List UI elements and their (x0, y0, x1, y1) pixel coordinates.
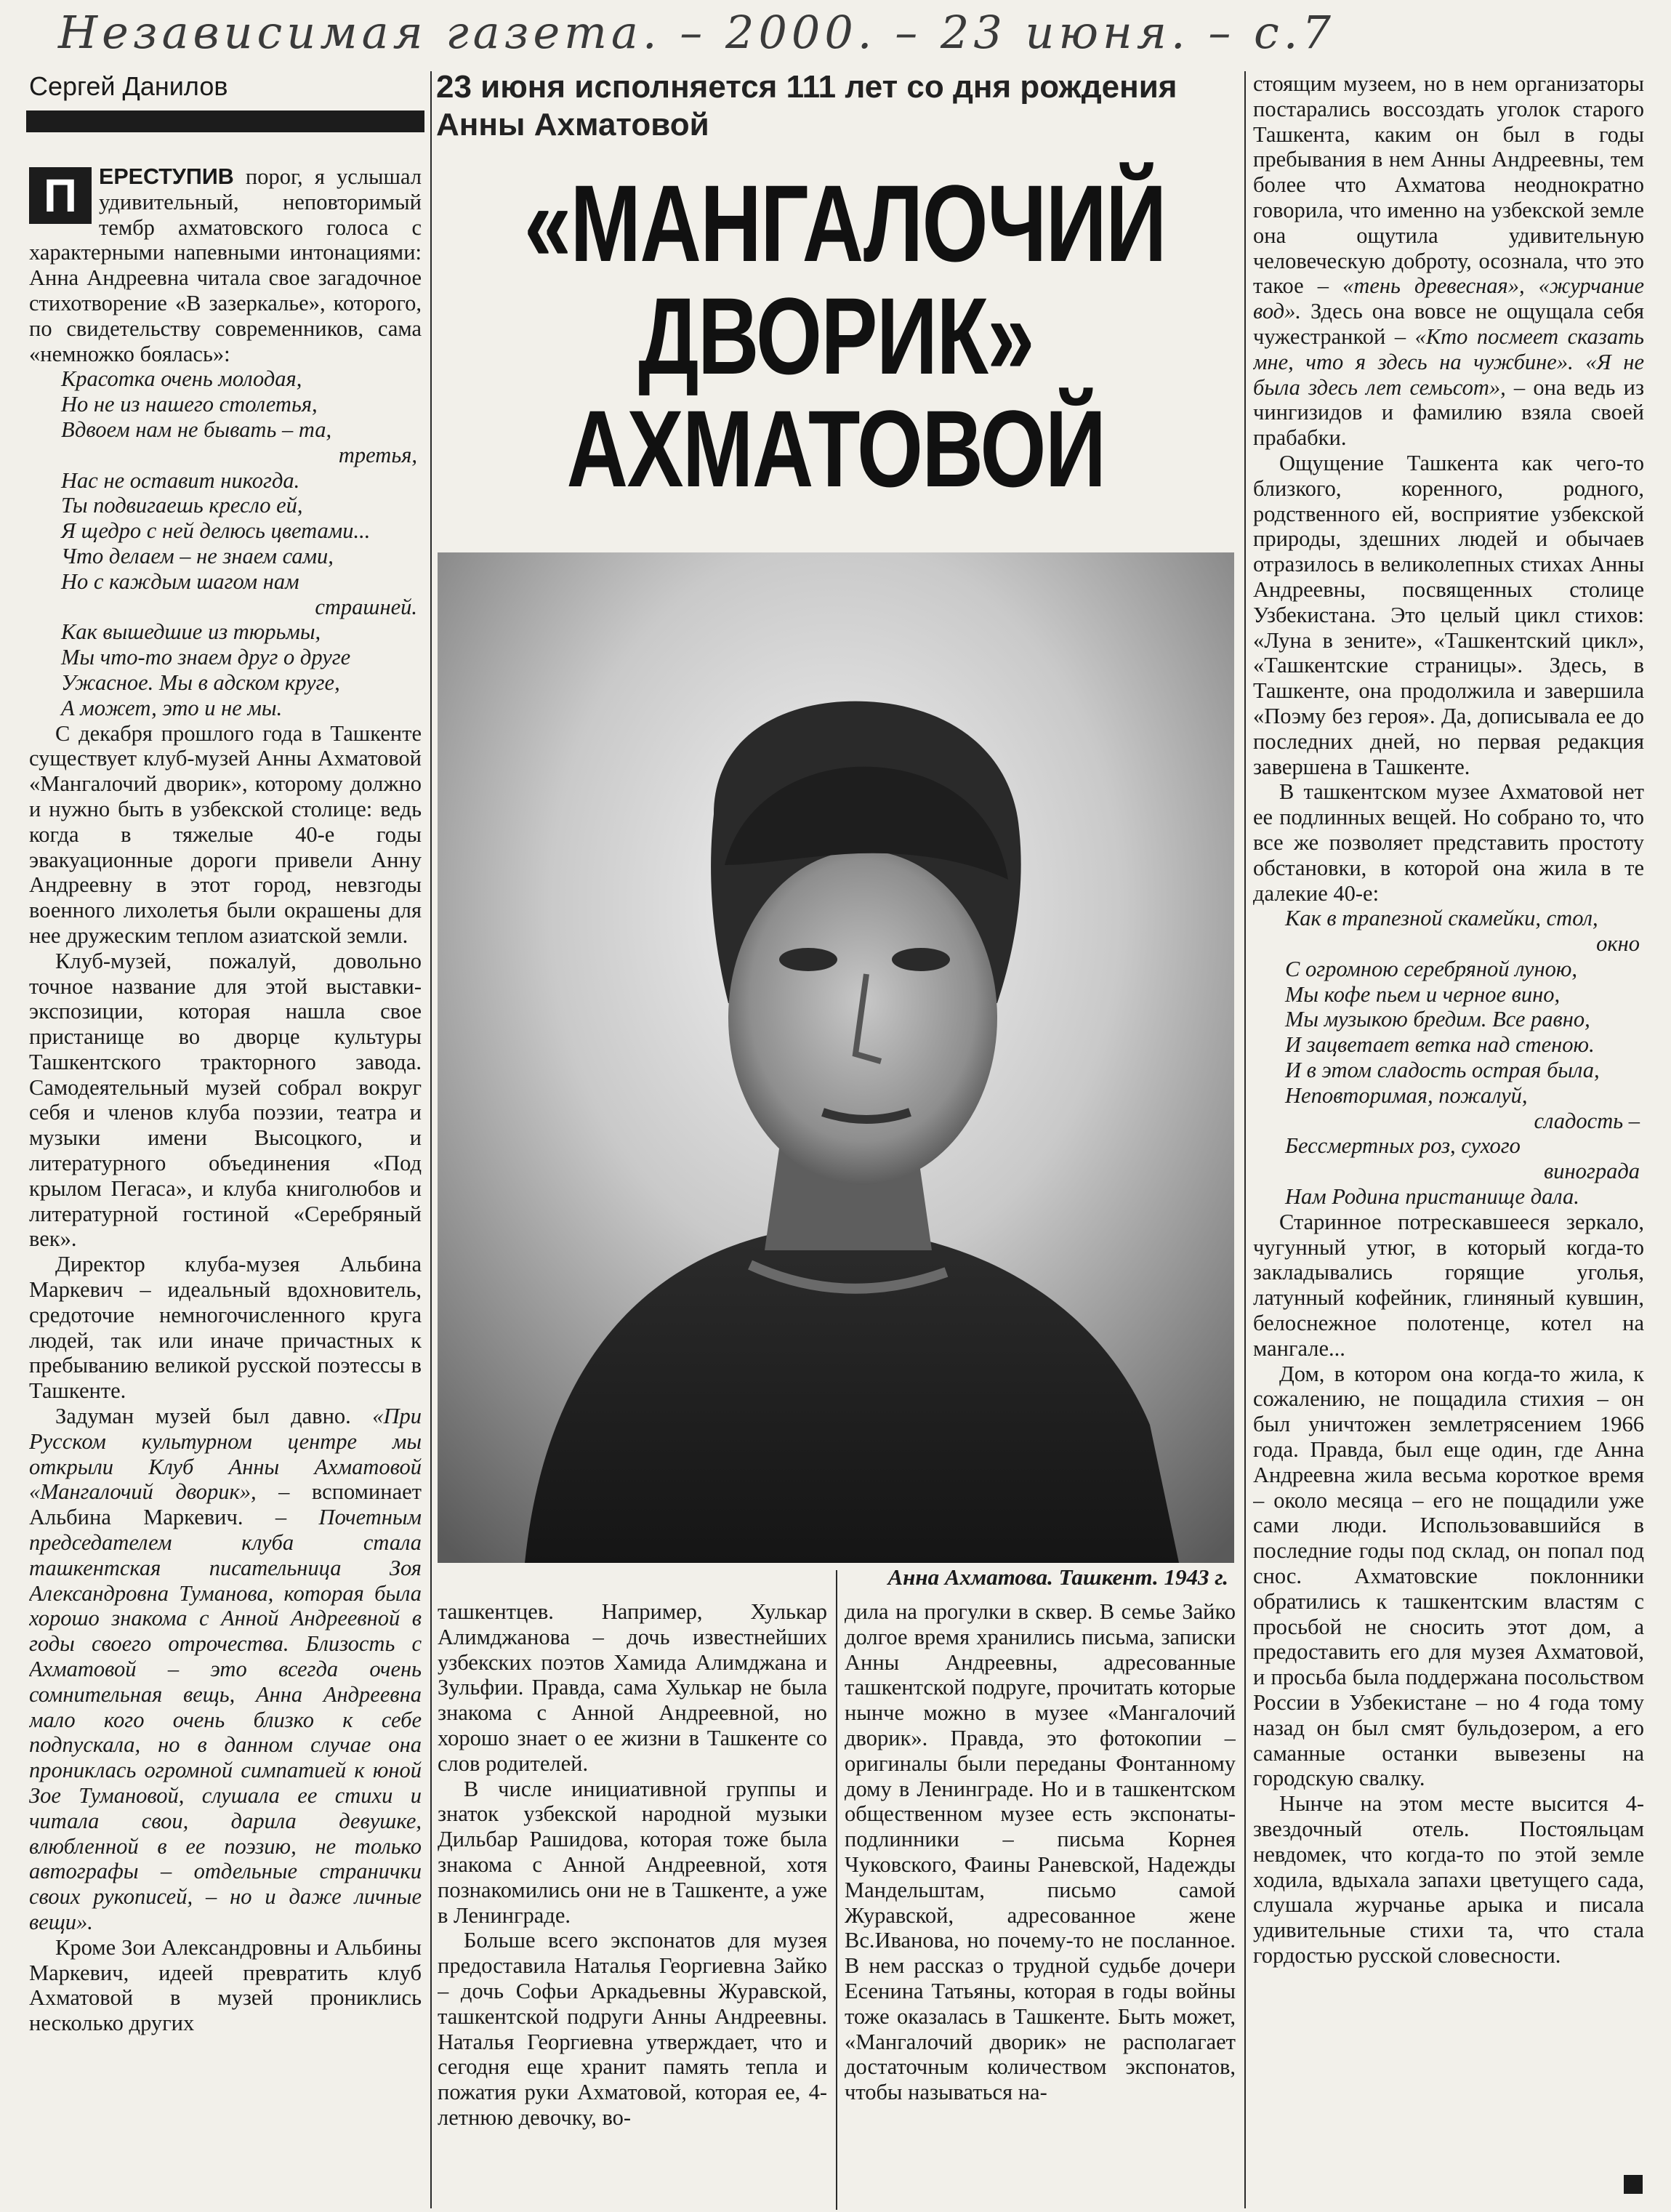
paragraph: Старинное потрескавшееся зеркало, чугунный утюг, в который когда-то закладывались горящие уголья, латунный кофейник, глиняный кувшин, белоснежное полотенце, котел на мангале... (1253, 1209, 1644, 1361)
paragraph: ташкентцев. Например, Хулькар Алимджанова – дочь известнейших узбекских поэтов Хамида Алимджана и Зульфии. Правда, сама Хулькар не была знакома с Анной Андреевной, но хорошо знает о ее жизни в Ташкенте со слов родителей. (438, 1599, 827, 1776)
poem-excerpt-1 (29, 366, 422, 720)
paragraph: Нынче на этом месте высится 4-звездочный отель. Постояльцам невдомек, что когда-то по этой земле ходила, вдыхала запахи цветущего сада, слушала журчанье арыка и писала удивительные стихи та, что стала гордостью русской словесности. (1253, 1791, 1644, 1968)
column-divider-1 (430, 71, 432, 2208)
poem-line: Красотка очень молодая, (61, 366, 302, 392)
column-divider-3 (1244, 71, 1246, 2208)
end-of-article-mark (1624, 2175, 1643, 2194)
poem-line: винограда (1544, 1159, 1640, 1184)
paragraph: Ощущение Ташкента как чего-то близкого, коренного, родного, родственного ей, восприятие узбекской природы, здешних людей и обычаев отразилось в великолепных стихах Анны Андреевны, посвященных столице Узбекистана. Это целый цикл стихов: «Луна в зените», «Ташкентский цикл», «Ташкентские страницы». Здесь, в Ташкенте, она продолжила и завершила «Поэму без героя». Да, дописывала ее до последних дней, но первая редакция завершена в Ташкенте. (1253, 450, 1644, 779)
paragraph-text: – она ведь из чингизидов и фамилию взяла своей прабабки. (1253, 374, 1644, 451)
poem-line: Мы кофе пьем и черное вино, (1285, 981, 1561, 1007)
poem-line: третья, (338, 442, 417, 467)
author-rule (26, 110, 424, 132)
photo-caption: Анна Ахматова. Ташкент. 1943 г. (887, 1564, 1228, 1590)
quote-text: «При Русском культурном центре мы открыли Клуб Анны Ахматовой «Мангалочий дворик», (29, 1404, 422, 1505)
paragraph-text: Задуман музей был давно. (55, 1404, 373, 1429)
portrait-photo (438, 552, 1234, 1563)
quote-text: «тень древесная», «журчание вод». (1253, 273, 1644, 324)
paragraph (1253, 71, 1644, 451)
paragraph (29, 1404, 422, 1935)
article-column-3 (845, 1599, 1236, 2203)
poem-line: Ты подвигаешь кресло ей, (61, 493, 303, 518)
headline-line-2: ДВОРИК» (638, 275, 1034, 397)
paragraph: дила на прогулки в сквер. В семье Зайко долгое время хранились письма, записки Анны Андреевны, адресованные ташкентской подруге, прочитать которые нынче можно в музее «Мангалочий дворик». Правда, это фотокопии – оригиналы были переданы Фонтанному дому в Ленинграде. Но и в ташкентском общественном музее есть экспонаты-подлинники – письма Корнея Чуковского, Фаины Раневской, Надежды Мандельштам, письмо самой Журавской, адресованное жене Вс.Иванова, но почему-то не посланное. В нем рассказ о трудной судьбе дочери Есенина Татьяны, которая в годы войны тоже оказалась в Ташкенте. Быть может, «Мангалочий дворик» не располагает достаточным количеством экспонатов, чтобы называться на- (845, 1599, 1236, 2105)
poem-line: И зацветает ветка над стеною. (1285, 1032, 1595, 1058)
poem-line: Нас не оставит никогда. (61, 467, 300, 493)
paragraph: Дом, в котором она когда-то жила, к сожалению, не пощадила стихия – он был уничтожен землетрясением 1966 года. Правда, был еще один, где Анна Андреевна жила весьма короткое время – около месяца – его не пощадили уже сами люди. Использовавшийся в последние годы под склад, он попал под снос. Ахматовские поклонники обратились к ташкентским властям с просьбой не сносить этот дом, а предоставить его для музея Ахматовой, и просьба была поддержана посольством России в Узбекистане – но 4 года тому назад он был смят бульдозером, а его саманные останки вывезены на городскую свалку. (1253, 1361, 1644, 1791)
poem-line: Мы музыкою бредим. Все равно, (1285, 1007, 1590, 1032)
paragraph: Клуб-музей, пожалуй, довольно точное название для этой выставки-экспозиции, которая нашла свое пристанище во дворце культуры Ташкентского тракторного завода. Самодеятельный музей собрал вокруг себя и членов клуба поэзии, театра и музыки имени Высоцкого, и литературного объединения «Под крылом Пегаса», и клуба книголюбов и литературной гостиной «Серебряный век». (29, 948, 422, 1252)
poem-line: страшней. (315, 594, 417, 619)
paragraph-text: Здесь она вовсе не ощущала себя чужестранкой – (1253, 299, 1644, 349)
article-column-2 (438, 1599, 827, 2203)
quote-text: Почетным председателем клуба стала ташкентская писательница Зоя Александровна Туманова, которая была хорошо знакома с Анной Андреевной в годы своего отрочества. Близость с Ахматовой – это всегда очень сомнительная вещь, Анна Андреевна мало кого очень близко к себе подпускала, но в данном случае она прониклась огромной симпатией к юной Зое Тумановой, слушала ее стихи и читала свои, дарила девушке, влюбленной в ее поэзию, не только автографы – отдельные странички своих рукописей, – но и даже личные вещи». (29, 1505, 422, 1934)
paragraph: Директор клуба-музея Альбина Маркевич – идеальный вдохновитель, средоточие немногочисленного круга людей, так или иначе причастных к пребыванию великой русской поэтессы в Ташкенте. (29, 1252, 422, 1404)
poem-line: Неповторимая, пожалуй, (1285, 1082, 1528, 1108)
paragraph-text: – вспоминает Альбина Маркевич. – (29, 1479, 422, 1530)
paragraph: В ташкентском музее Ахматовой нет ее подлинных вещей. Но собрано то, что все же позволяет представить простоту обстановки, в которой она жила в те далекие 40-е: (1253, 779, 1644, 906)
poem-line: А может, это и не мы. (61, 695, 283, 720)
poem-line: С огромною серебряной луною, (1285, 956, 1578, 981)
poem-line: сладость – (1534, 1108, 1640, 1133)
headline (524, 162, 1166, 510)
poem-line: Но с каждым шагом нам (61, 568, 299, 594)
poem-line: Ужасное. Мы в адском круге, (61, 669, 340, 695)
poem-line: Как в трапезной скамейки, стол, (1285, 906, 1598, 931)
poem-line: окно (1596, 931, 1640, 957)
poem-line: Но не из нашего столетья, (61, 392, 318, 417)
lead-in-caps: ЕРЕСТУПИВ (99, 164, 234, 189)
paragraph: Кроме Зои Александровны и Альбины Маркевич, идеей превратить клуб Ахматовой в музей прониклись несколько других (29, 1934, 422, 2036)
paragraph: Больше всего экспонатов для музея предоставила Наталья Георгиевна Зайко – дочь Софьи Аркадьевны Журавской, ташкентской подруги Анны Андреевны. Наталья Георгиевна утверждает, что и сегодня еще хранит память тепла и пожатия руки Ахматовой, которая ее, 4-летнюю девочку, во- (438, 1928, 827, 2130)
article-column-1 (29, 164, 422, 2200)
paragraph (29, 164, 422, 366)
poem-line: Бессмертных роз, сухого (1285, 1133, 1521, 1159)
paragraph-text: порог, я услышал удивительный, неповторимый тембр ахматовского голоса с характерными напевными интонациями: Анна Андреевна читала свое загадочное стихотворение «В зазеркалье», которого, по свидетельству современников, сама «немножко боялась»: (29, 164, 422, 366)
article-column-4 (1253, 71, 1644, 2201)
poem-line: Что делаем – не знаем сами, (61, 543, 334, 568)
author-byline: Сергей Данилов (29, 71, 228, 101)
poem-line: Я щедро с ней делюсь цветами... (61, 518, 371, 544)
poem-line: Как вышедшие из тюрьмы, (61, 619, 321, 645)
poem-line: Нам Родина пристанище дала. (1285, 1184, 1579, 1210)
poem-line: Мы что-то знаем друг о друге (61, 645, 351, 670)
headline-line-3: АХМАТОВОЙ (566, 387, 1106, 510)
kicker-subheading: 23 июня исполняется 111 лет со дня рождения Анны Ахматовой (436, 69, 1177, 142)
poem-excerpt-2 (1253, 906, 1644, 1210)
paragraph: В числе инициативной группы и знаток узбекской народной музыки Дильбар Рашидова, которая тоже была знакома с Анной Андреевной, хотя познакомились они не в Ташкенте, а уже в Ленинграде. (438, 1776, 827, 1928)
poem-line: И в этом сладость острая была, (1285, 1058, 1600, 1083)
paragraph: С декабря прошлого года в Ташкенте существует клуб-музей Анны Ахматовой «Мангалочий дворик», которому должно и нужно быть в узбекской столице: ведь когда в тяжелые 40-е годы эвакуационные дороги привели Анну Андреевну в этот город, невзгоды военного лихолетья были окрашены для нее дружеским теплом азиатской земли. (29, 720, 422, 948)
quote-text: «Кто посмеет сказать мне, что я здесь на чужбине». «Я не была здесь лет семьсот», (1253, 323, 1644, 400)
poem-line: Вдвоем нам не бывать – та, (61, 417, 332, 442)
handwritten-source-note: Независимая газета. – 2000. – 23 июня. – с.7 (58, 6, 1335, 59)
column-divider-2 (836, 1570, 837, 2210)
paragraph-text: стоящим музеем, но в нем организаторы постарались воссоздать уголок старого Ташкента, каким он был в годы пребывания в нем Анны Андреевны, тем более что Ахматова неоднократно говорила, что именно на узбекской земле она ощутила удивительную человеческую доброту, осознала, что это такое – (1253, 71, 1644, 299)
drop-cap: П (29, 167, 92, 224)
headline-line-1: «МАНГАЛОЧИЙ (524, 162, 1166, 284)
